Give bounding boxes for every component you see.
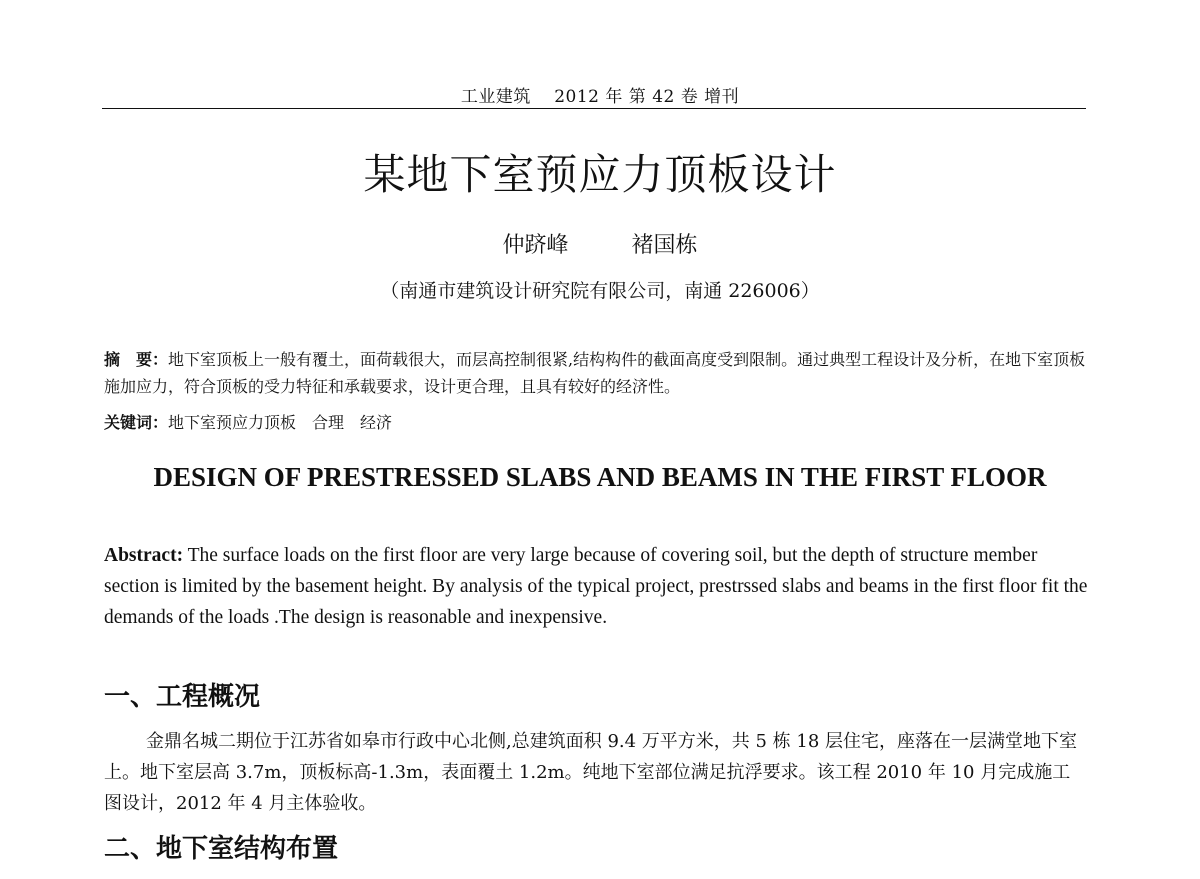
keywords-label: 关键词： <box>104 413 169 432</box>
author-name: 仲跻峰 <box>502 233 569 258</box>
journal-header: 工业建筑 2012 年 第 42 卷 增刊 <box>460 87 740 107</box>
header-rule <box>102 108 1086 109</box>
author-name: 褚国栋 <box>631 233 698 258</box>
affiliation: （南通市建筑设计研究院有限公司，南通 226006） <box>380 280 820 302</box>
keyword: 地下室预应力顶板 <box>168 413 297 432</box>
keywords-cn <box>104 410 1088 433</box>
section-heading: 一、工程概况 <box>104 682 261 712</box>
abstract-cn-label: 摘 要： <box>104 350 169 369</box>
abstract-cn <box>104 346 1088 400</box>
abstract-cn-text: 地下室顶板上一般有覆土，面荷载很大，而层高控制很紧,结构构件的截面高度受到限制。通过典型工程设计及分析，在地下室顶板施加应力，符合顶板的受力特征和承载要求，设计更合理，且具有较好的经济性。 <box>104 350 1086 396</box>
section-heading: 二、地下室结构布置 <box>104 834 339 864</box>
abstract-en-text: The surface loads on the first floor are very large because of covering soil, but the depth of structure member section is limited by the basement height. By analysis of the typical project, prestrssed slabs and beams in the first floor fit the demands of the loads .The design is reasonable and inexpensive. <box>104 545 1088 628</box>
keyword: 经济 <box>360 413 393 432</box>
paper-title-cn: 某地下室预应力顶板设计 <box>363 150 837 199</box>
section-body: 金鼎名城二期位于江苏省如皋市行政中心北侧,总建筑面积 9.4 万平方米，共 5 栋 18 层住宅，座落在一层满堂地下室上。地下室层高 3.7m，顶板标高-1.3m，表面覆土 1.2m。纯地下室部位满足抗浮要求。该工程 2010 年 10 月完成施工图设计，2012 年 4 月主体验收。 <box>104 731 1078 814</box>
abstract-en-label: Abstract: <box>104 545 184 566</box>
paper-title-en: DESIGN OF PRESTRESSED SLABS AND BEAMS IN THE FIRST FLOOR <box>153 462 1047 492</box>
keyword: 合理 <box>312 413 345 432</box>
abstract-en <box>104 540 1088 633</box>
author-list <box>0 228 1200 259</box>
